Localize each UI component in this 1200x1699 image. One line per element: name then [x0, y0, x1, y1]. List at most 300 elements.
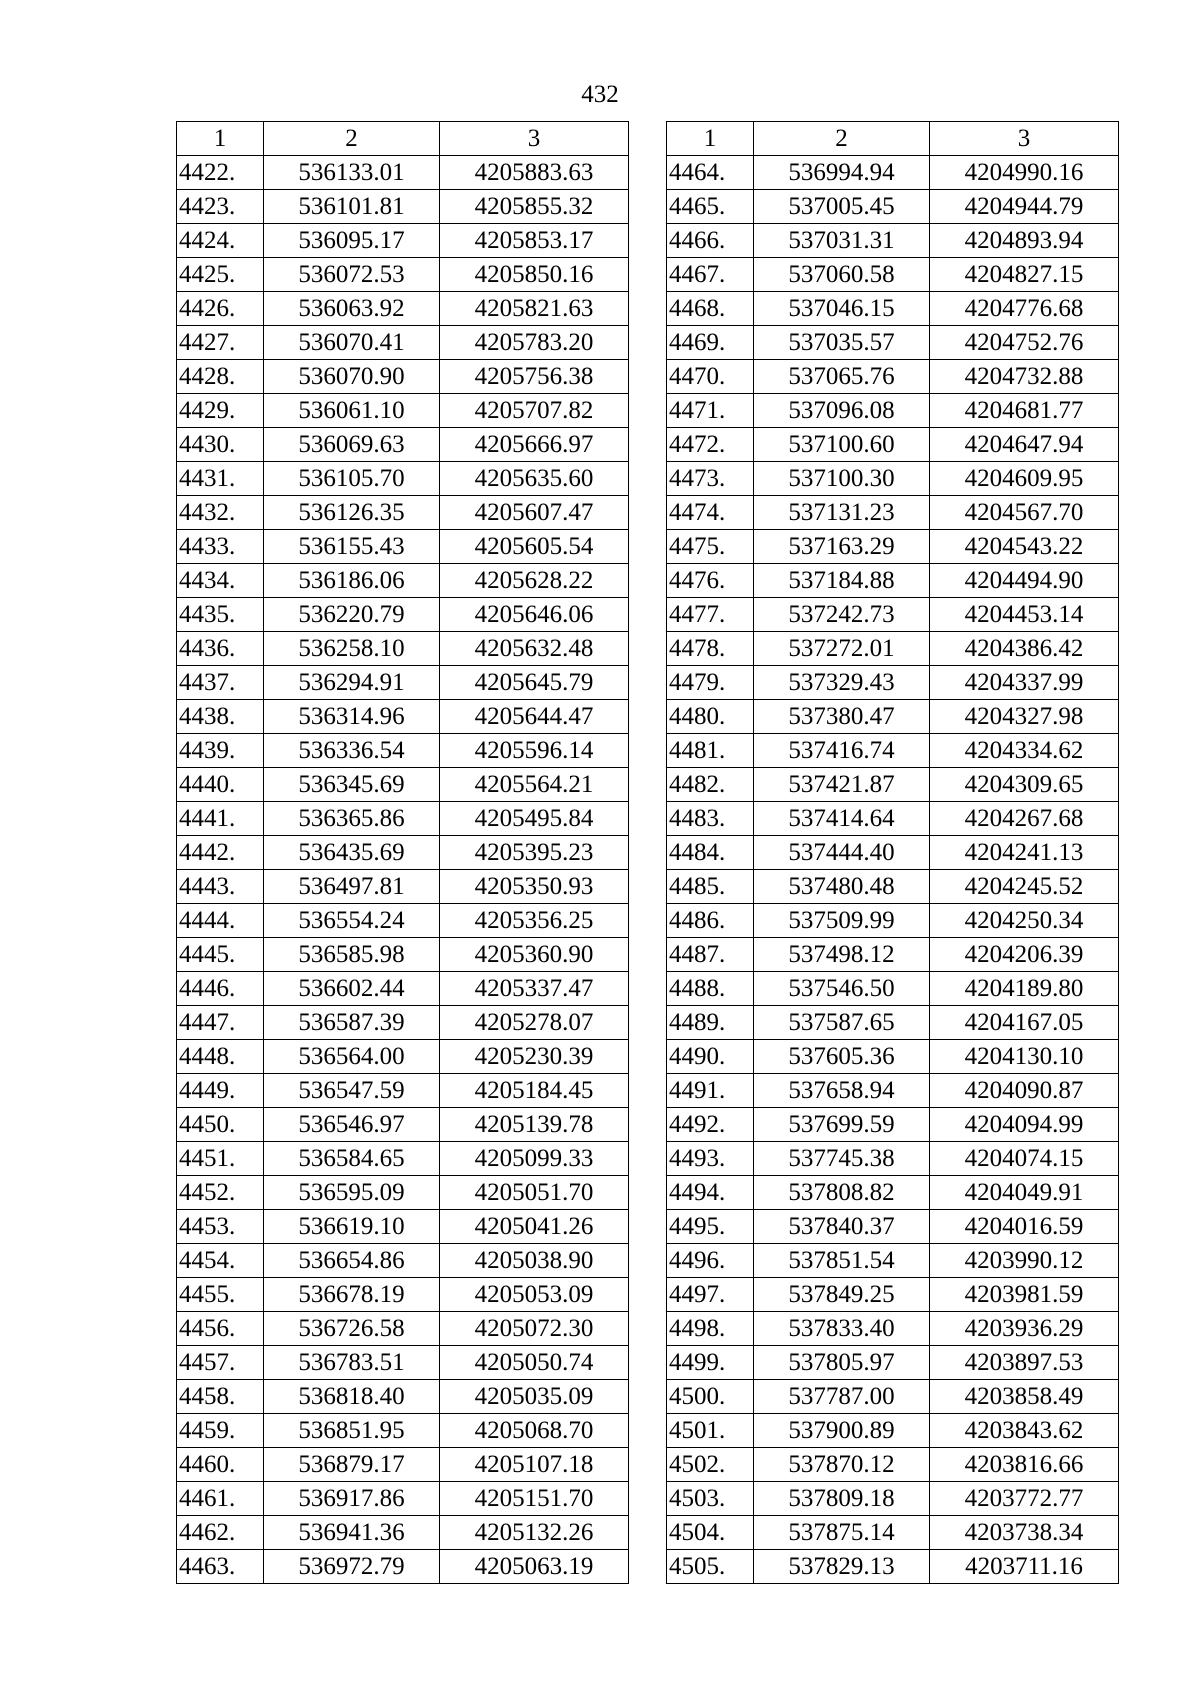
y-coordinate-cell: 4203738.34 [930, 1516, 1119, 1550]
y-coordinate-cell: 4203843.62 [930, 1414, 1119, 1448]
table-row [667, 258, 1119, 292]
point-number-cell: 4484. [667, 836, 754, 870]
table-row [177, 1210, 629, 1244]
table-row [177, 224, 629, 258]
table-row [667, 1516, 1119, 1550]
point-number-cell: 4433. [177, 530, 264, 564]
x-coordinate-cell: 537833.40 [754, 1312, 930, 1346]
table-row [667, 666, 1119, 700]
table-row [667, 1040, 1119, 1074]
x-coordinate-cell: 536654.86 [264, 1244, 440, 1278]
y-coordinate-cell: 4203816.66 [930, 1448, 1119, 1482]
y-coordinate-cell: 4205068.70 [440, 1414, 629, 1448]
point-number-cell: 4485. [667, 870, 754, 904]
y-coordinate-cell: 4205337.47 [440, 972, 629, 1006]
table-row [177, 836, 629, 870]
x-coordinate-cell: 536435.69 [264, 836, 440, 870]
y-coordinate-cell: 4204567.70 [930, 496, 1119, 530]
page-number: 432 [581, 81, 619, 108]
table-row [667, 1448, 1119, 1482]
table-row [667, 1482, 1119, 1516]
y-coordinate-cell: 4205360.90 [440, 938, 629, 972]
point-number-cell: 4483. [667, 802, 754, 836]
point-number-cell: 4446. [177, 972, 264, 1006]
table-row [177, 292, 629, 326]
point-number-cell: 4496. [667, 1244, 754, 1278]
table-row [667, 190, 1119, 224]
y-coordinate-cell: 4205099.33 [440, 1142, 629, 1176]
point-number-cell: 4504. [667, 1516, 754, 1550]
table-row [177, 190, 629, 224]
point-number-cell: 4491. [667, 1074, 754, 1108]
table-row [177, 156, 629, 190]
y-coordinate-cell: 4204776.68 [930, 292, 1119, 326]
table-row [667, 428, 1119, 462]
x-coordinate-cell: 536851.95 [264, 1414, 440, 1448]
x-coordinate-cell: 537851.54 [754, 1244, 930, 1278]
x-coordinate-cell: 537272.01 [754, 632, 930, 666]
y-coordinate-cell: 4204337.99 [930, 666, 1119, 700]
x-coordinate-cell: 537587.65 [754, 1006, 930, 1040]
x-coordinate-cell: 536133.01 [264, 156, 440, 190]
table-row [667, 1006, 1119, 1040]
x-coordinate-cell: 537658.94 [754, 1074, 930, 1108]
table-row [667, 1244, 1119, 1278]
y-coordinate-cell: 4204732.88 [930, 360, 1119, 394]
y-coordinate-cell: 4205051.70 [440, 1176, 629, 1210]
table-row [667, 462, 1119, 496]
table-row [667, 598, 1119, 632]
x-coordinate-cell: 536220.79 [264, 598, 440, 632]
x-coordinate-cell: 537242.73 [754, 598, 930, 632]
x-coordinate-cell: 536678.19 [264, 1278, 440, 1312]
table-row [667, 768, 1119, 802]
y-coordinate-cell: 4205646.06 [440, 598, 629, 632]
table-row [177, 496, 629, 530]
x-coordinate-cell: 536726.58 [264, 1312, 440, 1346]
y-coordinate-cell: 4205783.20 [440, 326, 629, 360]
point-number-cell: 4427. [177, 326, 264, 360]
table-row [667, 1312, 1119, 1346]
x-coordinate-cell: 536554.24 [264, 904, 440, 938]
x-coordinate-cell: 537414.64 [754, 802, 930, 836]
x-coordinate-cell: 537380.47 [754, 700, 930, 734]
x-coordinate-cell: 536069.63 [264, 428, 440, 462]
point-number-cell: 4495. [667, 1210, 754, 1244]
point-number-cell: 4448. [177, 1040, 264, 1074]
point-number-cell: 4438. [177, 700, 264, 734]
table-row [177, 938, 629, 972]
y-coordinate-cell: 4204189.80 [930, 972, 1119, 1006]
y-coordinate-cell: 4205356.25 [440, 904, 629, 938]
y-coordinate-cell: 4205139.78 [440, 1108, 629, 1142]
point-number-cell: 4480. [667, 700, 754, 734]
y-coordinate-cell: 4204267.68 [930, 802, 1119, 836]
y-coordinate-cell: 4204241.13 [930, 836, 1119, 870]
point-number-cell: 4457. [177, 1346, 264, 1380]
x-coordinate-cell: 536345.69 [264, 768, 440, 802]
point-number-cell: 4447. [177, 1006, 264, 1040]
y-coordinate-cell: 4204752.76 [930, 326, 1119, 360]
x-coordinate-cell: 536072.53 [264, 258, 440, 292]
y-coordinate-cell: 4205230.39 [440, 1040, 629, 1074]
x-coordinate-cell: 536155.43 [264, 530, 440, 564]
table-row [667, 938, 1119, 972]
x-coordinate-cell: 536365.86 [264, 802, 440, 836]
point-number-cell: 4501. [667, 1414, 754, 1448]
header-row [177, 122, 629, 156]
x-coordinate-cell: 536258.10 [264, 632, 440, 666]
y-coordinate-cell: 4205395.23 [440, 836, 629, 870]
point-number-cell: 4437. [177, 666, 264, 700]
x-coordinate-cell: 537329.43 [754, 666, 930, 700]
point-number-cell: 4502. [667, 1448, 754, 1482]
x-coordinate-cell: 536336.54 [264, 734, 440, 768]
y-coordinate-cell: 4204130.10 [930, 1040, 1119, 1074]
point-number-cell: 4462. [177, 1516, 264, 1550]
table-row [667, 1142, 1119, 1176]
x-coordinate-cell: 536584.65 [264, 1142, 440, 1176]
x-coordinate-cell: 537421.87 [754, 768, 930, 802]
point-number-cell: 4455. [177, 1278, 264, 1312]
point-number-cell: 4465. [667, 190, 754, 224]
y-coordinate-cell: 4205495.84 [440, 802, 629, 836]
y-coordinate-cell: 4205666.97 [440, 428, 629, 462]
y-coordinate-cell: 4204681.77 [930, 394, 1119, 428]
table-row [177, 972, 629, 1006]
table-row [177, 1550, 629, 1584]
table-row [667, 156, 1119, 190]
table-row [177, 904, 629, 938]
x-coordinate-cell: 536619.10 [264, 1210, 440, 1244]
x-coordinate-cell: 536941.36 [264, 1516, 440, 1550]
table-row [667, 1210, 1119, 1244]
y-coordinate-cell: 4205632.48 [440, 632, 629, 666]
y-coordinate-cell: 4204944.79 [930, 190, 1119, 224]
table-row [667, 1108, 1119, 1142]
y-coordinate-cell: 4204543.22 [930, 530, 1119, 564]
table-row [667, 1414, 1119, 1448]
point-number-cell: 4436. [177, 632, 264, 666]
point-number-cell: 4459. [177, 1414, 264, 1448]
table-row [667, 224, 1119, 258]
y-coordinate-cell: 4204334.62 [930, 734, 1119, 768]
y-coordinate-cell: 4205038.90 [440, 1244, 629, 1278]
y-coordinate-cell: 4204094.99 [930, 1108, 1119, 1142]
x-coordinate-cell: 537131.23 [754, 496, 930, 530]
y-coordinate-cell: 4204167.05 [930, 1006, 1119, 1040]
x-coordinate-cell: 537809.18 [754, 1482, 930, 1516]
x-coordinate-cell: 537900.89 [754, 1414, 930, 1448]
x-coordinate-cell: 537416.74 [754, 734, 930, 768]
table-row [177, 1448, 629, 1482]
table-row [177, 1380, 629, 1414]
column-header-y: 3 [440, 122, 629, 156]
x-coordinate-cell: 537509.99 [754, 904, 930, 938]
y-coordinate-cell: 4203981.59 [930, 1278, 1119, 1312]
point-number-cell: 4452. [177, 1176, 264, 1210]
point-number-cell: 4489. [667, 1006, 754, 1040]
y-coordinate-cell: 4205035.09 [440, 1380, 629, 1414]
y-coordinate-cell: 4204245.52 [930, 870, 1119, 904]
y-coordinate-cell: 4203772.77 [930, 1482, 1119, 1516]
y-coordinate-cell: 4203990.12 [930, 1244, 1119, 1278]
point-number-cell: 4453. [177, 1210, 264, 1244]
table-row [667, 1550, 1119, 1584]
point-number-cell: 4454. [177, 1244, 264, 1278]
x-coordinate-cell: 536105.70 [264, 462, 440, 496]
table-row [177, 1516, 629, 1550]
x-coordinate-cell: 536101.81 [264, 190, 440, 224]
x-coordinate-cell: 537065.76 [754, 360, 930, 394]
point-number-cell: 4464. [667, 156, 754, 190]
point-number-cell: 4486. [667, 904, 754, 938]
y-coordinate-cell: 4205053.09 [440, 1278, 629, 1312]
y-coordinate-cell: 4205278.07 [440, 1006, 629, 1040]
point-number-cell: 4440. [177, 768, 264, 802]
y-coordinate-cell: 4204049.91 [930, 1176, 1119, 1210]
y-coordinate-cell: 4205184.45 [440, 1074, 629, 1108]
y-coordinate-cell: 4205855.32 [440, 190, 629, 224]
x-coordinate-cell: 536186.06 [264, 564, 440, 598]
x-coordinate-cell: 537005.45 [754, 190, 930, 224]
table-row [177, 530, 629, 564]
point-number-cell: 4444. [177, 904, 264, 938]
x-coordinate-cell: 537035.57 [754, 326, 930, 360]
table-row [667, 564, 1119, 598]
point-number-cell: 4463. [177, 1550, 264, 1584]
y-coordinate-cell: 4205853.17 [440, 224, 629, 258]
y-coordinate-cell: 4204016.59 [930, 1210, 1119, 1244]
x-coordinate-cell: 537805.97 [754, 1346, 930, 1380]
point-number-cell: 4422. [177, 156, 264, 190]
x-coordinate-cell: 536994.94 [754, 156, 930, 190]
y-coordinate-cell: 4204386.42 [930, 632, 1119, 666]
point-number-cell: 4439. [177, 734, 264, 768]
table-row [667, 1346, 1119, 1380]
x-coordinate-cell: 536546.97 [264, 1108, 440, 1142]
table-row [177, 258, 629, 292]
y-coordinate-cell: 4205850.16 [440, 258, 629, 292]
y-coordinate-cell: 4205645.79 [440, 666, 629, 700]
point-number-cell: 4473. [667, 462, 754, 496]
table-row [667, 530, 1119, 564]
point-number-cell: 4497. [667, 1278, 754, 1312]
column-header-x: 2 [754, 122, 930, 156]
x-coordinate-cell: 536070.41 [264, 326, 440, 360]
point-number-cell: 4466. [667, 224, 754, 258]
point-number-cell: 4451. [177, 1142, 264, 1176]
y-coordinate-cell: 4204647.94 [930, 428, 1119, 462]
y-coordinate-cell: 4203711.16 [930, 1550, 1119, 1584]
point-number-cell: 4442. [177, 836, 264, 870]
y-coordinate-cell: 4205707.82 [440, 394, 629, 428]
point-number-cell: 4460. [177, 1448, 264, 1482]
x-coordinate-cell: 537096.08 [754, 394, 930, 428]
x-coordinate-cell: 536547.59 [264, 1074, 440, 1108]
y-coordinate-cell: 4205107.18 [440, 1448, 629, 1482]
column-header-number: 1 [667, 122, 754, 156]
table-row [177, 1244, 629, 1278]
table-row [667, 1278, 1119, 1312]
y-coordinate-cell: 4204090.87 [930, 1074, 1119, 1108]
table-row [177, 360, 629, 394]
table-row [177, 666, 629, 700]
y-coordinate-cell: 4205350.93 [440, 870, 629, 904]
table-row [667, 360, 1119, 394]
point-number-cell: 4478. [667, 632, 754, 666]
x-coordinate-cell: 536294.91 [264, 666, 440, 700]
table-row [177, 802, 629, 836]
point-number-cell: 4434. [177, 564, 264, 598]
point-number-cell: 4488. [667, 972, 754, 1006]
table-row [177, 1040, 629, 1074]
y-coordinate-cell: 4205883.63 [440, 156, 629, 190]
point-number-cell: 4470. [667, 360, 754, 394]
column-header-y: 3 [930, 122, 1119, 156]
x-coordinate-cell: 536095.17 [264, 224, 440, 258]
table-row [667, 700, 1119, 734]
x-coordinate-cell: 537808.82 [754, 1176, 930, 1210]
coordinates-table-left [176, 121, 629, 1584]
x-coordinate-cell: 537100.60 [754, 428, 930, 462]
x-coordinate-cell: 536585.98 [264, 938, 440, 972]
point-number-cell: 4475. [667, 530, 754, 564]
y-coordinate-cell: 4204453.14 [930, 598, 1119, 632]
point-number-cell: 4445. [177, 938, 264, 972]
point-number-cell: 4428. [177, 360, 264, 394]
point-number-cell: 4505. [667, 1550, 754, 1584]
x-coordinate-cell: 537787.00 [754, 1380, 930, 1414]
y-coordinate-cell: 4204250.34 [930, 904, 1119, 938]
table-row [177, 632, 629, 666]
table-row [177, 768, 629, 802]
table-row [667, 632, 1119, 666]
x-coordinate-cell: 537605.36 [754, 1040, 930, 1074]
point-number-cell: 4471. [667, 394, 754, 428]
table-row [177, 1142, 629, 1176]
point-number-cell: 4469. [667, 326, 754, 360]
y-coordinate-cell: 4205132.26 [440, 1516, 629, 1550]
x-coordinate-cell: 536818.40 [264, 1380, 440, 1414]
table-row [177, 1006, 629, 1040]
y-coordinate-cell: 4203858.49 [930, 1380, 1119, 1414]
point-number-cell: 4482. [667, 768, 754, 802]
y-coordinate-cell: 4204990.16 [930, 156, 1119, 190]
table-row [177, 1414, 629, 1448]
point-number-cell: 4479. [667, 666, 754, 700]
x-coordinate-cell: 536314.96 [264, 700, 440, 734]
point-number-cell: 4432. [177, 496, 264, 530]
x-coordinate-cell: 537840.37 [754, 1210, 930, 1244]
y-coordinate-cell: 4204893.94 [930, 224, 1119, 258]
y-coordinate-cell: 4205605.54 [440, 530, 629, 564]
x-coordinate-cell: 536070.90 [264, 360, 440, 394]
x-coordinate-cell: 537829.13 [754, 1550, 930, 1584]
table-row [177, 870, 629, 904]
table-row [177, 564, 629, 598]
y-coordinate-cell: 4204494.90 [930, 564, 1119, 598]
table-row [177, 326, 629, 360]
y-coordinate-cell: 4205041.26 [440, 1210, 629, 1244]
table-row [667, 496, 1119, 530]
table-row [177, 1312, 629, 1346]
x-coordinate-cell: 537480.48 [754, 870, 930, 904]
y-coordinate-cell: 4205756.38 [440, 360, 629, 394]
table-row [177, 734, 629, 768]
y-coordinate-cell: 4203936.29 [930, 1312, 1119, 1346]
point-number-cell: 4423. [177, 190, 264, 224]
x-coordinate-cell: 537060.58 [754, 258, 930, 292]
y-coordinate-cell: 4204206.39 [930, 938, 1119, 972]
table-row [177, 1108, 629, 1142]
x-coordinate-cell: 536497.81 [264, 870, 440, 904]
point-number-cell: 4472. [667, 428, 754, 462]
table-row [177, 1346, 629, 1380]
y-coordinate-cell: 4205596.14 [440, 734, 629, 768]
y-coordinate-cell: 4205072.30 [440, 1312, 629, 1346]
x-coordinate-cell: 536879.17 [264, 1448, 440, 1482]
x-coordinate-cell: 537870.12 [754, 1448, 930, 1482]
y-coordinate-cell: 4205644.47 [440, 700, 629, 734]
point-number-cell: 4429. [177, 394, 264, 428]
table-row [177, 428, 629, 462]
y-coordinate-cell: 4205635.60 [440, 462, 629, 496]
table-row [177, 462, 629, 496]
point-number-cell: 4490. [667, 1040, 754, 1074]
y-coordinate-cell: 4205821.63 [440, 292, 629, 326]
y-coordinate-cell: 4205628.22 [440, 564, 629, 598]
point-number-cell: 4487. [667, 938, 754, 972]
point-number-cell: 4493. [667, 1142, 754, 1176]
y-coordinate-cell: 4205564.21 [440, 768, 629, 802]
x-coordinate-cell: 537046.15 [754, 292, 930, 326]
x-coordinate-cell: 537031.31 [754, 224, 930, 258]
point-number-cell: 4477. [667, 598, 754, 632]
table-row [177, 1482, 629, 1516]
point-number-cell: 4431. [177, 462, 264, 496]
point-number-cell: 4458. [177, 1380, 264, 1414]
table-row [667, 1176, 1119, 1210]
point-number-cell: 4441. [177, 802, 264, 836]
point-number-cell: 4435. [177, 598, 264, 632]
x-coordinate-cell: 537444.40 [754, 836, 930, 870]
table-row [667, 326, 1119, 360]
y-coordinate-cell: 4204609.95 [930, 462, 1119, 496]
x-coordinate-cell: 537498.12 [754, 938, 930, 972]
header-row [667, 122, 1119, 156]
table-row [667, 292, 1119, 326]
point-number-cell: 4449. [177, 1074, 264, 1108]
y-coordinate-cell: 4204074.15 [930, 1142, 1119, 1176]
point-number-cell: 4456. [177, 1312, 264, 1346]
table-row [177, 394, 629, 428]
x-coordinate-cell: 536783.51 [264, 1346, 440, 1380]
coordinates-table-right [666, 121, 1119, 1584]
column-header-x: 2 [264, 122, 440, 156]
table-row [667, 870, 1119, 904]
x-coordinate-cell: 537100.30 [754, 462, 930, 496]
table-row [667, 1380, 1119, 1414]
x-coordinate-cell: 536917.86 [264, 1482, 440, 1516]
y-coordinate-cell: 4205607.47 [440, 496, 629, 530]
table-row [177, 1074, 629, 1108]
point-number-cell: 4503. [667, 1482, 754, 1516]
point-number-cell: 4425. [177, 258, 264, 292]
point-number-cell: 4426. [177, 292, 264, 326]
x-coordinate-cell: 537875.14 [754, 1516, 930, 1550]
point-number-cell: 4450. [177, 1108, 264, 1142]
